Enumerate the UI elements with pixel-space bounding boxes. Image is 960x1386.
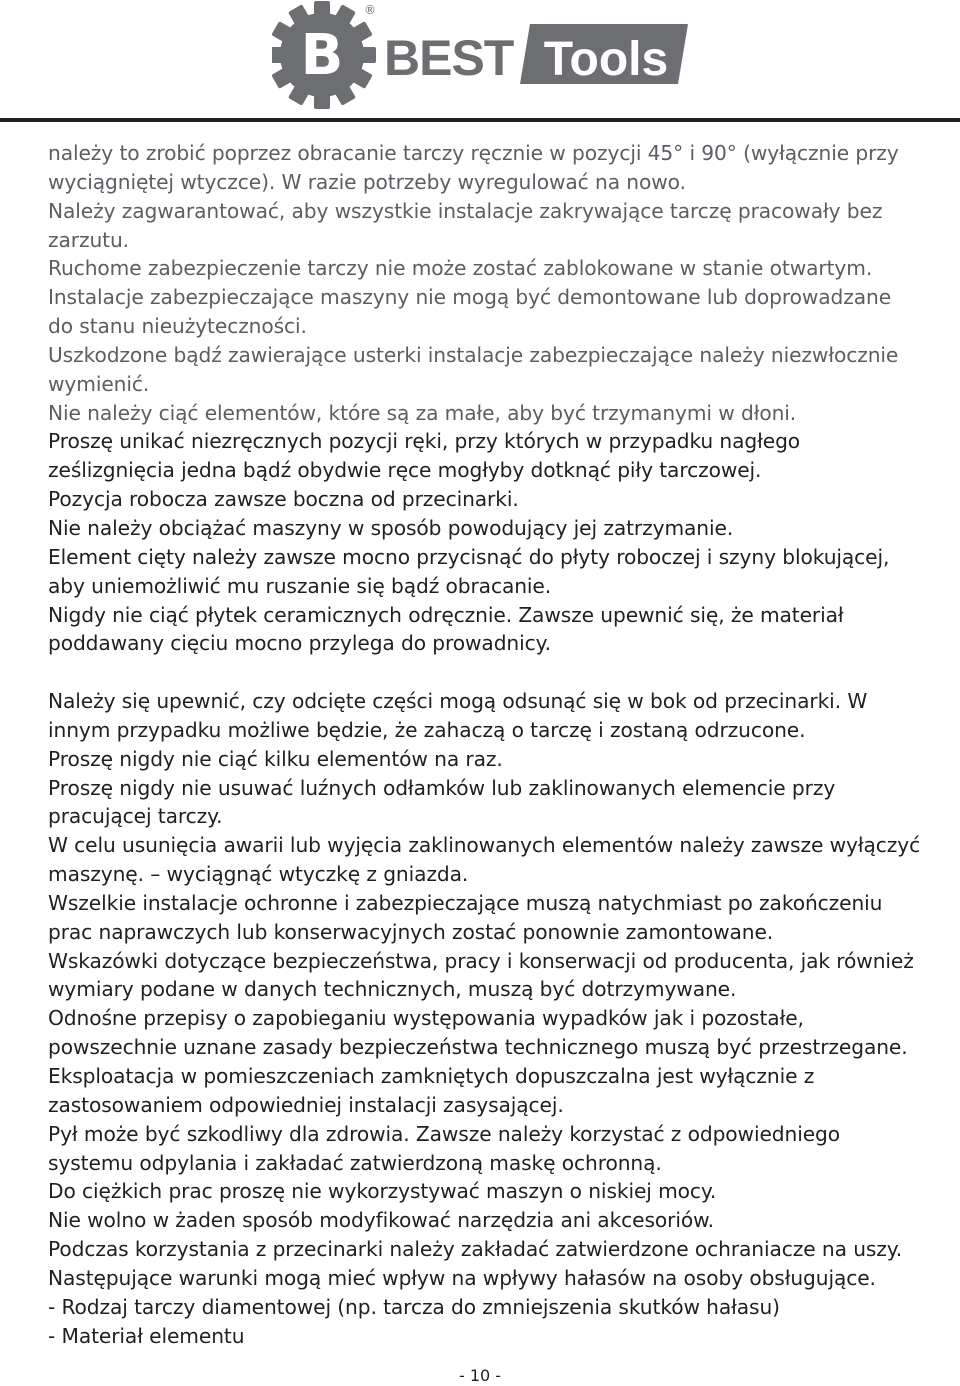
brand-tools-text: Tools [543,33,669,86]
text-line: należy to zrobić poprzez obracanie tarczy ręcznie w pozycji 45° i 90° (wyłącznie przy [48,141,899,165]
text-line: Wskazówki dotyczące bezpieczeństwa, pracy i konserwacji od producenta, jak również [48,948,914,973]
text-line: - Rodzaj tarczy diamentowej (np. tarcza do zmniejszenia skutków hałasu) [48,1294,780,1319]
brand-best-text: BEST [384,30,514,86]
text-line: Do ciężkich prac proszę nie wykorzystywać maszyn o niskiej mocy. [48,1179,717,1204]
text-line: Element cięty należy zawsze mocno przycisnąć do płyty roboczej i szyny blokującej, [48,544,890,569]
page-number: - 10 - [458,1366,502,1385]
text-line: maszynę. – wyciągnąć wtyczkę z gniazda. [48,862,469,887]
text-line: powszechnie uznane zasady bezpieczeństwa technicznego muszą być przestrzegane. [48,1035,908,1060]
registered-mark: ® [364,3,376,17]
text-line: Odnośne przepisy o zapobieganiu występowania wypadków jak i pozostałe, [48,1006,804,1031]
text-line: zarzutu. [48,227,129,252]
text-line: ześlizgnięcia jedna bądź obydwie ręce mogłyby dotknąć piły tarczowej. [48,458,762,483]
text-line: innym przypadku możliwe będzie, że zahaczą o tarczę i zostaną odrzucone. [48,717,806,742]
page-header [0,0,960,122]
text-line: Następujące warunki mogą mieć wpływ na wpływy hałasów na osoby obsługujące. [48,1265,876,1290]
paragraph-2 [48,427,928,658]
text-line: Należy się upewnić, czy odcięte części mogą odsunąć się w bok od przecinarki. W [48,689,868,714]
paragraph-1 [48,139,928,427]
paragraph-3 [48,687,928,1350]
text-line: Nigdy nie ciąć płytek ceramicznych odręcznie. Zawsze upewnić się, że materiał [48,602,844,627]
text-line: Nie wolno w żaden sposób modyfikować narzędzia ani akcesoriów. [48,1208,714,1233]
text-line: wymienić. [48,371,150,396]
text-line: zastosowaniem odpowiedniej instalacji zasysającej. [48,1092,564,1117]
text-line: Podczas korzystania z przecinarki należy zakładać zatwierdzone ochraniacze na uszy. [48,1237,903,1262]
text-line: - Materiał elementu [48,1323,245,1348]
text-line: Wszelkie instalacje ochronne i zabezpieczające muszą natychmiast po zakończeniu [48,890,883,915]
text-line: pracującej tarczy. [48,804,223,829]
text-line: Pozycja robocza zawsze boczna od przecinarki. [48,487,519,512]
text-line: wymiary podane w danych technicznych, muszą być dotrzymywane. [48,977,737,1002]
text-line: do stanu nieużyteczności. [48,314,307,339]
text-line: Należy zagwarantować, aby wszystkie instalacje zakrywające tarczę pracowały bez [48,198,883,223]
paragraph-spacer [48,658,928,687]
text-line: aby uniemożliwić mu ruszanie się bądź obracanie. [48,573,552,598]
text-line: Nie należy obciążać maszyny w sposób powodujący jej zatrzymanie. [48,515,734,540]
text-line: prac naprawczych lub konserwacyjnych zostać ponownie zamontowane. [48,919,774,944]
text-line: wyciągniętej wtyczce). W razie potrzeby wyregulować na nowo. [48,169,686,194]
text-line: Proszę nigdy nie ciąć kilku elementów na raz. [48,746,503,771]
text-line: systemu odpylania i zakładać zatwierdzoną maskę ochronną. [48,1150,662,1175]
text-line: Nie należy ciąć elementów, które są za małe, aby być trzymanymi w dłoni. [48,400,797,425]
header-rule [0,118,960,122]
text-line: poddawany cięciu mocno przylega do prowadnicy. [48,631,551,656]
body-text [48,139,928,1350]
brand-letter: B [300,23,344,88]
text-line: W celu usunięcia awarii lub wyjęcia zaklinowanych elementów należy zawsze wyłączyć [48,833,921,858]
text-line: Proszę nigdy nie usuwać luźnych odłamków lub zaklinowanych elemencie przy [48,775,836,800]
text-line: Instalacje zabezpieczające maszyny nie mogą być demontowane lub doprowadzane [48,285,892,310]
text-line: Pył może być szkodliwy dla zdrowia. Zawsze należy korzystać z odpowiedniego [48,1121,840,1146]
text-line: Proszę unikać niezręcznych pozycji ręki, przy których w przypadku nagłego [48,429,801,454]
text-line: Ruchome zabezpieczenie tarczy nie może zostać zablokowane w stanie otwartym. [48,256,873,281]
text-line: Uszkodzone bądź zawierające usterki instalacje zabezpieczające należy niezwłocznie [48,342,899,367]
best-tools-logo [272,0,692,110]
text-line: Eksploatacja w pomieszczeniach zamkniętych dopuszczalna jest wyłącznie z [48,1064,815,1088]
gear-logo-icon [272,1,376,109]
